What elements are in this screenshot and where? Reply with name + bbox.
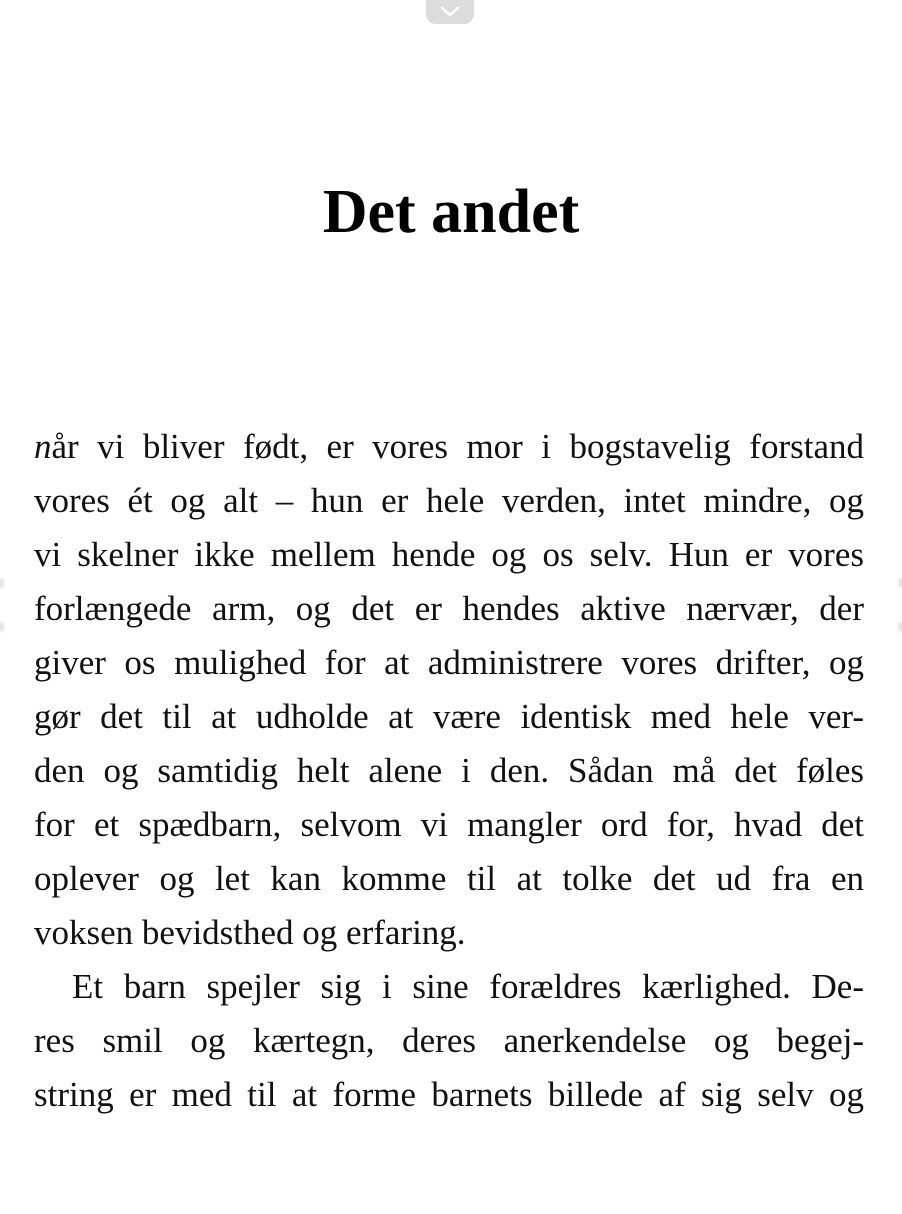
text-line: Et barn spejler sig i sine forældres kærlighed. De- (72, 967, 864, 1006)
page-edge-mark-left (0, 578, 4, 588)
text-line: oplever og let kan komme til at tolke det ud fra en (34, 859, 864, 898)
text-line: voksen bevidsthed og erfaring. (34, 913, 466, 952)
chevron-down-icon (439, 6, 461, 18)
text-line: for et spædbarn, selvom vi mangler ord for, hvad det (34, 805, 864, 844)
page-edge-mark-left (0, 622, 4, 632)
pull-down-tab[interactable] (426, 0, 474, 24)
text-line: når vi bliver født, er vores mor i bogstavelig forstand (34, 427, 864, 466)
page-edge-mark-right (898, 578, 902, 588)
text-line: giver os mulighed for at administrere vores drifter, og (34, 643, 864, 682)
page-edge-mark-right (898, 622, 902, 632)
text-line: den og samtidig helt alene i den. Sådan må det føles (34, 751, 864, 790)
paragraph (34, 420, 864, 960)
text-line: gør det til at udholde at være identisk med hele ver- (34, 697, 864, 736)
text-line: vi skelner ikke mellem hende og os selv. Hun er vores (34, 535, 864, 574)
text-line: string er med til at forme barnets billede af sig selv og (34, 1075, 864, 1114)
body-text (34, 420, 864, 1122)
italic-initial-letter: n (34, 427, 52, 466)
paragraph (34, 960, 864, 1122)
text-line: vores ét og alt – hun er hele verden, intet mindre, og (34, 481, 864, 520)
text-line: res smil og kærtegn, deres anerkendelse og begej- (34, 1021, 864, 1060)
chapter-title: Det andet (322, 178, 580, 246)
text-line: forlængede arm, og det er hendes aktive nærvær, der (34, 589, 864, 628)
